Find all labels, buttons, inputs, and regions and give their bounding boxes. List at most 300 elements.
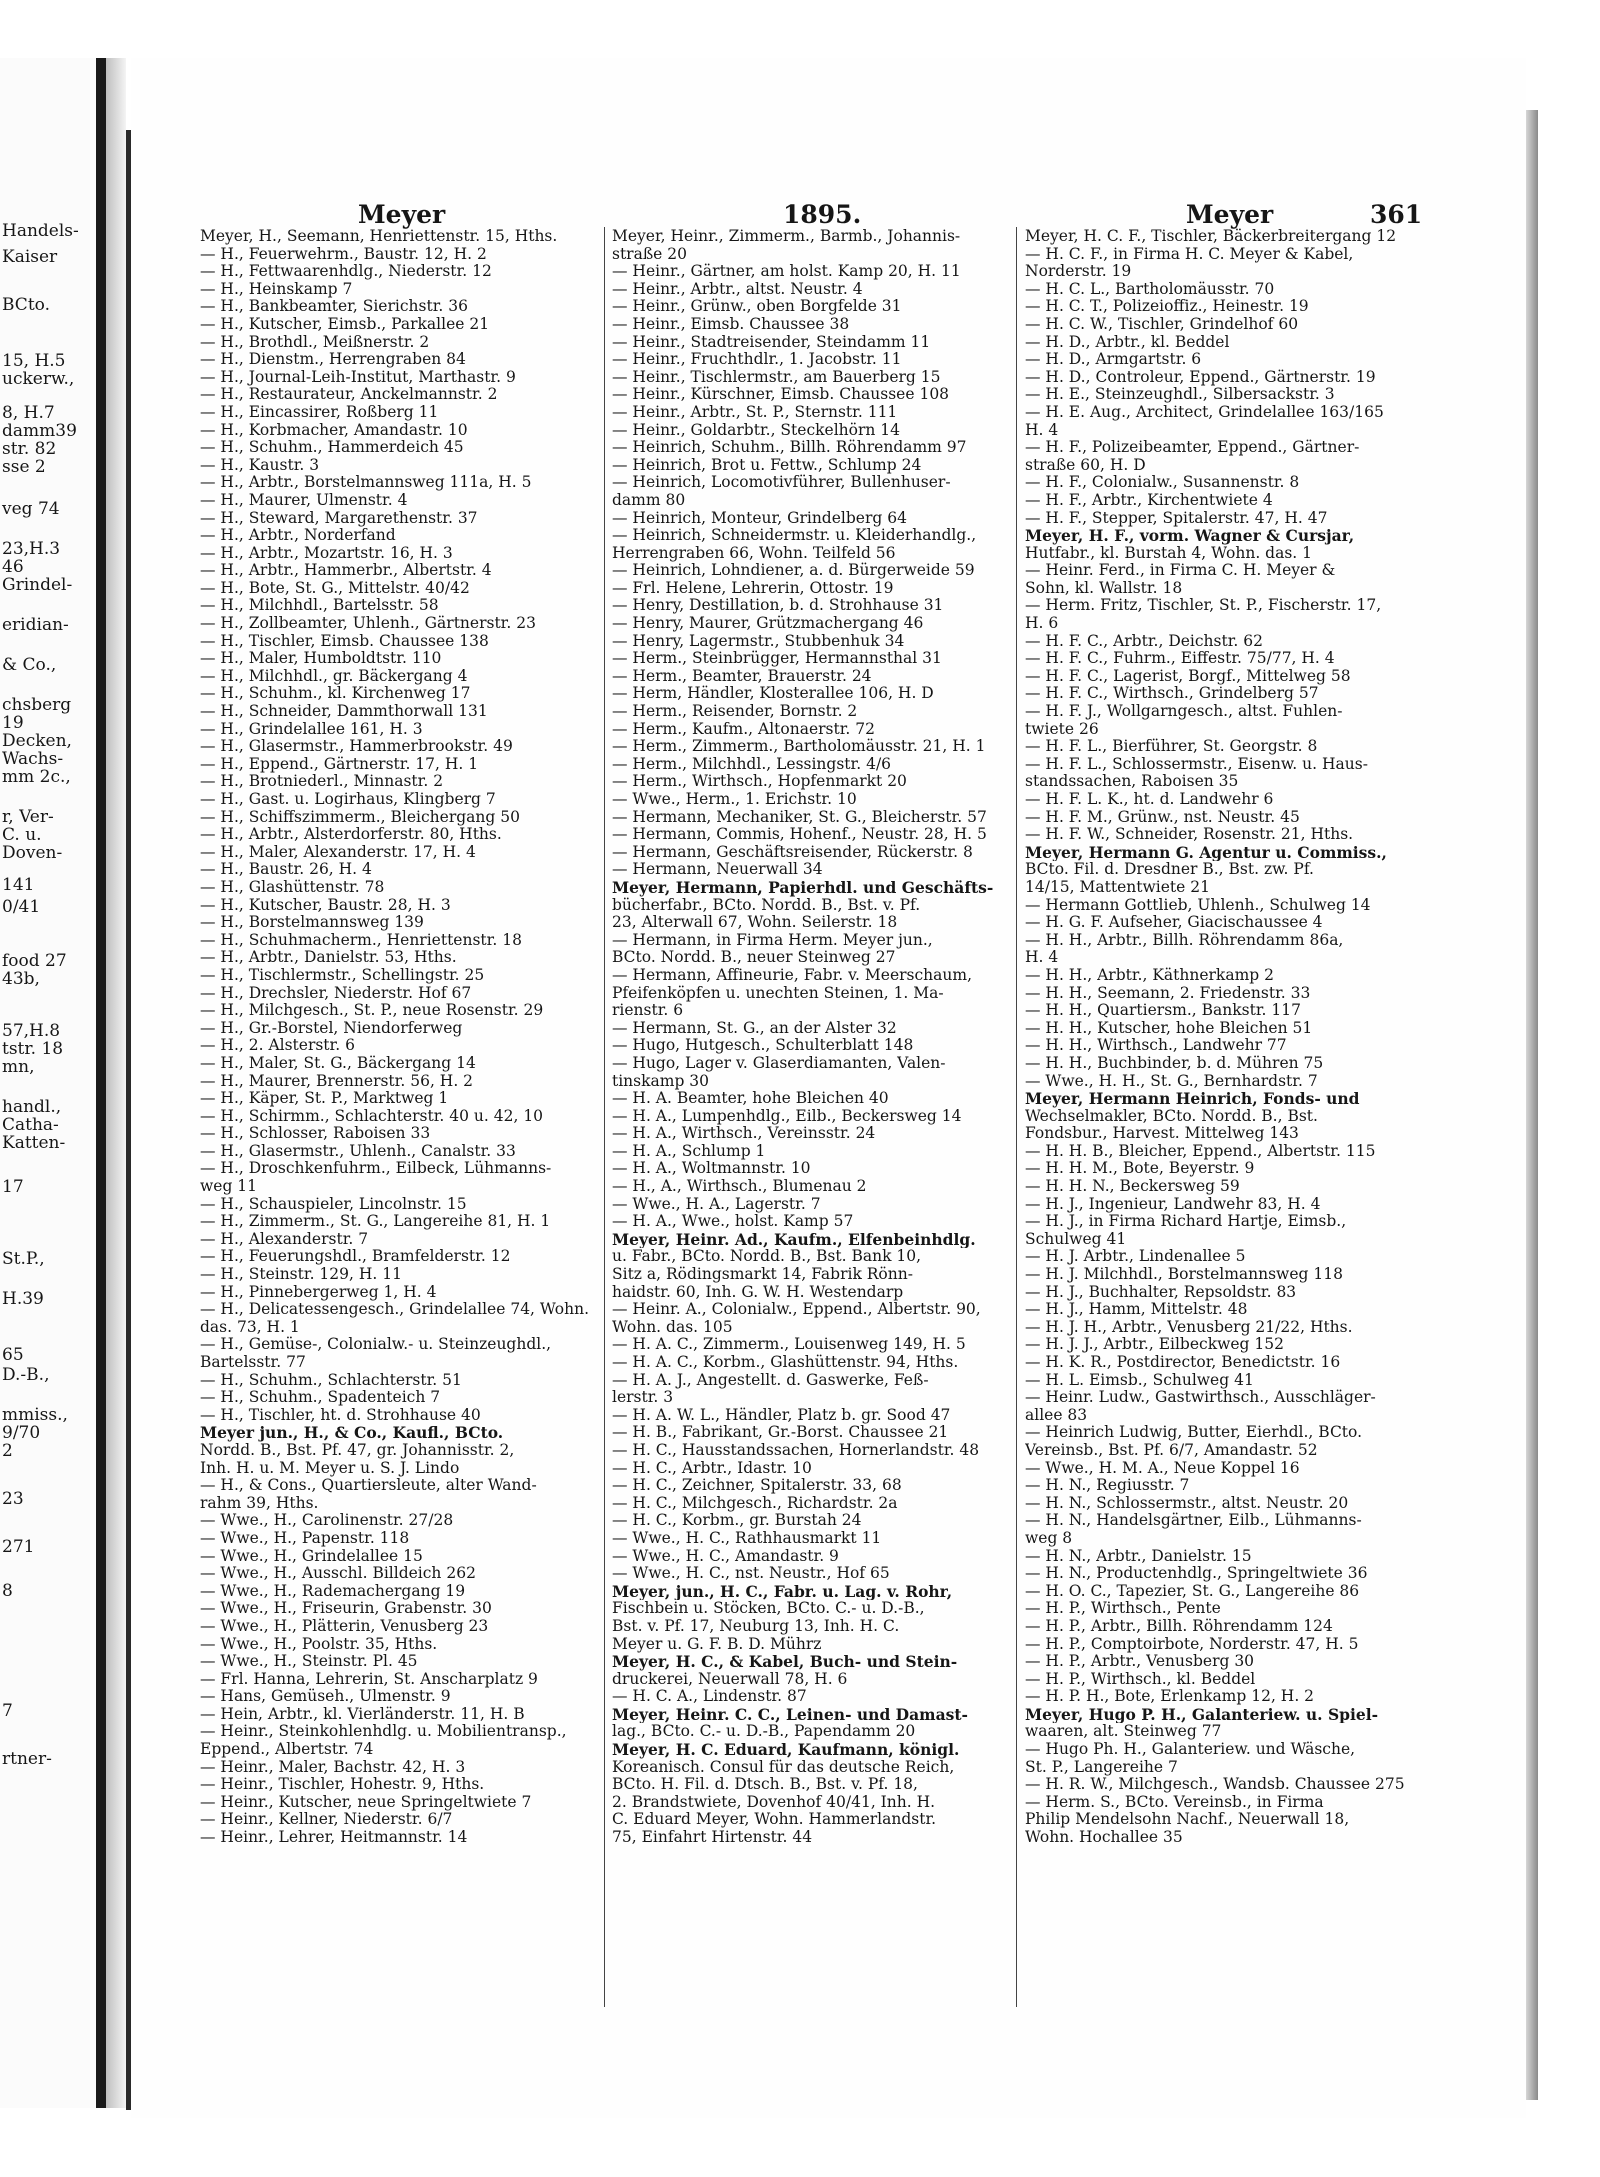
directory-entry: — H. H. B., Bleicher, Eppend., Albertstr. 115 <box>1025 1142 1376 1160</box>
previous-page-line: Grindel- <box>2 575 73 595</box>
directory-entry: Fischbein u. Stöcken, BCto. C.- u. D.-B., <box>612 1600 925 1618</box>
directory-entry: — H., Maurer, Ulmenstr. 4 <box>200 491 408 509</box>
directory-heading-entry: Meyer, Hermann G. Agentur u. Commiss., <box>1025 843 1387 862</box>
directory-entry: — H., Gast. u. Logirhaus, Klingberg 7 <box>200 791 496 808</box>
directory-entry: — Herm., Wirthsch., Hopfenmarkt 20 <box>612 773 907 791</box>
directory-entry: straße 20 <box>612 245 688 263</box>
previous-page-line: Kaiser <box>2 247 58 267</box>
directory-entry: — H., Käper, St. P., Marktweg 1 <box>200 1090 449 1108</box>
directory-entry: — Heinr., Arbtr., altst. Neustr. 4 <box>612 280 863 298</box>
directory-entry: — H., Steward, Margarethenstr. 37 <box>200 509 478 527</box>
previous-page-line: chsberg <box>2 695 72 715</box>
directory-entry: — H., Maler, St. G., Bäckergang 14 <box>200 1054 476 1072</box>
directory-entry: — H. H., Arbtr., Billh. Röhrendamm 86a, <box>1025 931 1344 949</box>
gutter-shadow <box>106 58 126 2108</box>
directory-entry: standssachen, Raboisen 35 <box>1025 773 1239 791</box>
directory-entry: — H. P., Wirthsch., Pente <box>1025 1600 1221 1618</box>
directory-entry: Bartelsstr. 77 <box>200 1354 306 1371</box>
directory-entry: — Wwe., H., Rademachergang 19 <box>200 1582 466 1600</box>
directory-entry: — Heinr., Arbtr., St. P., Sternstr. 111 <box>612 403 898 421</box>
directory-entry: — H., Fettwaarenhdlg., Niederstr. 12 <box>200 263 492 281</box>
previous-page-line: mn, <box>2 1057 35 1077</box>
directory-entry: — H. C. F., in Firma H. C. Meyer & Kabel, <box>1025 245 1354 263</box>
directory-entry: — H. N., Schlossermstr., altst. Neustr. 20 <box>1025 1494 1349 1512</box>
directory-entry: Vereinsb., Bst. Pf. 6/7, Amandastr. 52 <box>1025 1441 1318 1459</box>
directory-entry: — Herm. S., BCto. Vereinsb., in Firma <box>1025 1793 1324 1811</box>
directory-entry: — H. D., Arbtr., kl. Beddel <box>1025 333 1230 351</box>
directory-entry: — H. F. M., Grünw., nst. Neustr. 45 <box>1025 808 1300 826</box>
directory-entry: Sohn, kl. Wallstr. 18 <box>1025 579 1183 597</box>
directory-entry: — H. K. R., Postdirector, Benedictstr. 16 <box>1025 1354 1341 1371</box>
directory-entry: weg 11 <box>200 1178 258 1196</box>
column-3 <box>1025 228 1425 1847</box>
directory-entry: — H. C. A., Lindenstr. 87 <box>612 1688 807 1706</box>
previous-page-line: r, Ver- <box>2 807 54 827</box>
directory-entry: — Frl. Hanna, Lehrerin, St. Anscharplatz 9 <box>200 1670 538 1688</box>
directory-entry: — H., Korbmacher, Amandastr. 10 <box>200 421 468 439</box>
directory-entry: — H., Delicatessengesch., Grindelallee 74, Wohn. <box>200 1301 590 1319</box>
directory-entry: — H., Arbtr., Mozartstr. 16, H. 3 <box>200 544 453 562</box>
directory-entry: 14/15, Mattentwiete 21 <box>1025 878 1210 896</box>
directory-entry: 75, Einfahrt Hirtenstr. 44 <box>612 1829 813 1847</box>
directory-entry: — H., Eppend., Gärtnerstr. 17, H. 1 <box>200 755 479 773</box>
directory-entry: 23, Alterwall 67, Wohn. Seilerstr. 18 <box>612 914 898 932</box>
directory-entry: — Heinrich Ludwig, Butter, Eierhdl., BCto. <box>1025 1424 1363 1442</box>
directory-entry: — Hans, Gemüseh., Ulmenstr. 9 <box>200 1688 451 1706</box>
previous-page-line: 65 <box>2 1345 24 1365</box>
directory-heading-entry: Meyer, jun., H. C., Fabr. u. Lag. v. Rohr, <box>612 1582 953 1601</box>
directory-entry: — H., Milchhdl., Bartelsstr. 58 <box>200 597 439 615</box>
directory-entry: — Heinr., Grünw., oben Borgfelde 31 <box>612 298 902 316</box>
directory-entry: — H. F. C., Wirthsch., Grindelberg 57 <box>1025 685 1319 703</box>
directory-entry: — H. N., Handelsgärtner, Eilb., Lühmanns- <box>1025 1512 1362 1530</box>
previous-page-line: 141 <box>2 875 35 895</box>
directory-entry: — Wwe., H., Plätterin, Venusberg 23 <box>200 1617 489 1635</box>
directory-entry: — H. A. C., Zimmerm., Louisenweg 149, H. 5 <box>612 1336 966 1354</box>
directory-entry: — Hermann, Mechaniker, St. G., Bleicherstr. 57 <box>612 808 987 826</box>
previous-page-line: & Co., <box>2 655 57 675</box>
directory-entry: — H. H., Arbtr., Käthnerkamp 2 <box>1025 966 1274 984</box>
directory-heading-entry: Meyer, Heinr. Ad., Kaufm., Elfenbeinhdlg. <box>612 1230 976 1249</box>
directory-entry: — H. F. C., Fuhrm., Eiffestr. 75/77, H. 4 <box>1025 650 1335 668</box>
directory-entry: — Heinr. A., Colonialw., Eppend., Albertstr. 90, <box>612 1301 981 1319</box>
directory-entry: — H., Feuerungshdl., Bramfelderstr. 12 <box>200 1248 511 1266</box>
directory-entry: BCto. Nordd. B., neuer Steinweg 27 <box>612 949 896 967</box>
directory-entry: — Herm., Milchhdl., Lessingstr. 4/6 <box>612 755 892 773</box>
previous-page-line: handl., <box>2 1097 62 1117</box>
previous-page-line: mm 2c., <box>2 767 71 787</box>
directory-entry: — H., Steinstr. 129, H. 11 <box>200 1266 402 1284</box>
page-stack-edge <box>1526 110 1538 2100</box>
previous-page-line: 8 <box>2 1581 13 1601</box>
directory-entry: — Wwe., H., Papenstr. 118 <box>200 1529 410 1547</box>
previous-page-line: 19 <box>2 713 24 733</box>
directory-entry: — Heinrich, Monteur, Grindelberg 64 <box>612 509 907 527</box>
directory-entry: — H. J., in Firma Richard Hartje, Eimsb., <box>1025 1213 1347 1231</box>
directory-entry: Sitz a, Rödingsmarkt 14, Fabrik Rönn- <box>612 1266 913 1284</box>
previous-page-line: Decken, <box>2 731 72 751</box>
directory-heading-entry: Meyer jun., H., & Co., Kaufl., BCto. <box>200 1424 504 1442</box>
previous-page-line: 23 <box>2 1489 24 1509</box>
directory-entry: — H. H. M., Bote, Beyerstr. 9 <box>1025 1160 1255 1178</box>
previous-page-line: 9/70 <box>2 1423 41 1443</box>
directory-entry: — Herm., Reisender, Bornstr. 2 <box>612 703 858 721</box>
directory-entry: — H. J. Milchhdl., Borstelmannsweg 118 <box>1025 1266 1343 1284</box>
directory-entry: lag., BCto. C.- u. D.-B., Papendamm 20 <box>612 1723 916 1741</box>
column-2 <box>612 228 1012 1847</box>
directory-entry: — Wwe., Herm., 1. Erichstr. 10 <box>612 791 857 808</box>
directory-entry: — H., Arbtr., Danielstr. 53, Hths. <box>200 949 457 967</box>
directory-entry: — H., Glashüttenstr. 78 <box>200 878 385 896</box>
directory-entry: BCto. H. Fil. d. Dtsch. B., Bst. v. Pf. 18, <box>612 1776 918 1794</box>
directory-entry: u. Fabr., BCto. Nordd. B., Bst. Bank 10, <box>612 1248 922 1266</box>
directory-heading-entry: Meyer, H. C., & Kabel, Buch- und Stein- <box>612 1653 958 1671</box>
directory-entry: — H., 2. Alsterstr. 6 <box>200 1037 355 1055</box>
directory-entry: — H., Arbtr., Borstelmannsweg 111a, H. 5 <box>200 474 532 492</box>
directory-entry: — H., Restaurateur, Anckelmannstr. 2 <box>200 386 498 404</box>
previous-page-line: food 27 <box>2 951 67 971</box>
directory-entry: — Wwe., H. C., Rathhausmarkt 11 <box>612 1529 882 1547</box>
directory-entry: — H. J. H., Arbtr., Venusberg 21/22, Hths. <box>1025 1318 1353 1336</box>
directory-entry: — Heinr., Tischler, Hohestr. 9, Hths. <box>200 1776 485 1794</box>
directory-entry: — H., Maler, Alexanderstr. 17, H. 4 <box>200 843 476 861</box>
previous-page-line: 17 <box>2 1177 24 1197</box>
previous-page-line: mmiss., <box>2 1405 68 1425</box>
directory-entry: — H., Arbtr., Norderfand <box>200 527 396 545</box>
directory-entry: H. 6 <box>1025 615 1059 633</box>
directory-heading-entry: Meyer, Heinr. C. C., Leinen- und Damast- <box>612 1705 968 1724</box>
directory-entry: — H. C. W., Tischler, Grindelhof 60 <box>1025 315 1299 333</box>
directory-entry: Inh. H. u. M. Meyer u. S. J. Lindo <box>200 1459 460 1477</box>
directory-entry: — Wwe., H., Friseurin, Grabenstr. 30 <box>200 1600 492 1618</box>
previous-page-line: 23,H.3 <box>2 539 61 559</box>
directory-entry: — Heinrich, Locomotivführer, Bullenhuser- <box>612 474 951 492</box>
header-right-name: Meyer <box>1186 200 1274 229</box>
directory-entry: — H. F. L. K., ht. d. Landwehr 6 <box>1025 791 1274 808</box>
previous-page-line: C. u. <box>2 825 42 845</box>
directory-entry: — H., Schlosser, Raboisen 33 <box>200 1125 431 1143</box>
directory-entry: — Heinrich, Lohndiener, a. d. Bürgerweide 59 <box>612 562 975 580</box>
previous-page-line: 271 <box>2 1537 35 1557</box>
directory-entry: — H. A., Woltmannstr. 10 <box>612 1160 811 1178</box>
previous-page-line: H.39 <box>2 1289 44 1309</box>
directory-entry: — H., Schuhm., Hammerdeich 45 <box>200 439 464 457</box>
directory-entry: — H. A. Beamter, hohe Bleichen 40 <box>612 1090 889 1108</box>
directory-entry: — H. F., Polizeibeamter, Eppend., Gärtner- <box>1025 439 1360 457</box>
previous-page-line: 0/41 <box>2 897 41 917</box>
directory-entry: — H., Milchgesch., St. P., neue Rosenstr. 29 <box>200 1002 544 1020</box>
previous-page-line: damm39 <box>2 421 77 441</box>
directory-entry: — H. P., Arbtr., Venusberg 30 <box>1025 1653 1255 1671</box>
header-year: 1895. <box>783 200 862 229</box>
directory-entry: — H. N., Productenhdlg., Springeltwiete 36 <box>1025 1565 1368 1583</box>
directory-entry: — Henry, Maurer, Grützmachergang 46 <box>612 615 924 633</box>
directory-entry: BCto. Fil. d. Dresdner B., Bst. zw. Pf. <box>1025 861 1314 879</box>
directory-entry: — H., Schiffszimmerm., Bleichergang 50 <box>200 808 520 826</box>
directory-entry: — H., Maurer, Brennerstr. 56, H. 2 <box>200 1072 474 1090</box>
directory-entry: — H., Journal-Leih-Institut, Marthastr. 9 <box>200 368 516 386</box>
directory-entry: — Hermann, Neuerwall 34 <box>612 861 823 879</box>
directory-entry: — H. H., Buchbinder, b. d. Mühren 75 <box>1025 1054 1324 1072</box>
directory-entry: — H. E. Aug., Architect, Grindelallee 163/165 <box>1025 403 1384 421</box>
directory-entry: tinskamp 30 <box>612 1072 710 1090</box>
previous-page-line: Katten- <box>2 1133 66 1153</box>
directory-entry: Norderstr. 19 <box>1025 263 1132 281</box>
column-1 <box>200 228 600 1847</box>
directory-entry: — H. A., Wwe., holst. Kamp 57 <box>612 1213 854 1231</box>
directory-entry: — Heinr., Lehrer, Heitmannstr. 14 <box>200 1829 468 1847</box>
directory-entry: Pfeifenköpfen u. unechten Steinen, 1. Ma- <box>612 984 944 1002</box>
previous-page-line: D.-B., <box>2 1365 50 1385</box>
directory-entry: — H. F. W., Schneider, Rosenstr. 21, Hths. <box>1025 826 1354 844</box>
column-rule <box>1016 227 1017 2007</box>
directory-entry: — H. F. C., Lagerist, Borgf., Mittelweg 58 <box>1025 667 1351 685</box>
directory-entry: — Wwe., H., Ausschl. Billdeich 262 <box>200 1565 476 1583</box>
directory-entry: — Wwe., H., Steinstr. Pl. 45 <box>200 1653 418 1671</box>
directory-entry: — H., Brothdl., Meißnerstr. 2 <box>200 333 430 351</box>
directory-heading-entry: Meyer, H. F., vorm. Wagner & Cursjar, <box>1025 527 1355 545</box>
directory-entry: — H. O. C., Tapezier, St. G., Langereihe 86 <box>1025 1582 1360 1600</box>
directory-entry: waaren, alt. Steinweg 77 <box>1025 1723 1222 1741</box>
directory-entry: — H., Milchhdl., gr. Bäckergang 4 <box>200 667 468 685</box>
previous-page-line: 2 <box>2 1441 13 1461</box>
directory-entry: C. Eduard Meyer, Wohn. Hammerlandstr. <box>612 1811 937 1829</box>
directory-entry: — Henry, Lagermstr., Stubbenhuk 34 <box>612 632 905 650</box>
directory-entry: — Herm., Steinbrügger, Hermannsthal 31 <box>612 650 942 668</box>
directory-entry: — Hugo Ph. H., Galanteriew. und Wäsche, <box>1025 1741 1356 1759</box>
directory-entry: — Herm. Fritz, Tischler, St. P., Fischerstr. 17, <box>1025 597 1382 615</box>
directory-entry: — H., & Cons., Quartiersleute, alter Wand- <box>200 1477 537 1495</box>
directory-entry: — Herm., Beamter, Brauerstr. 24 <box>612 667 872 685</box>
directory-entry: Wohn. Hochallee 35 <box>1025 1829 1183 1847</box>
directory-entry: — H., Pinnebergerweg 1, H. 4 <box>200 1283 437 1301</box>
directory-entry: — Heinr., Eimsb. Chaussee 38 <box>612 315 850 333</box>
directory-entry: Wechselmakler, BCto. Nordd. B., Bst. <box>1025 1107 1318 1125</box>
directory-entry: — H. P. H., Bote, Erlenkamp 12, H. 2 <box>1025 1688 1315 1706</box>
directory-entry: — Heinr., Steinkohlenhdlg. u. Mobilientransp., <box>200 1723 567 1741</box>
directory-entry: — H. A. W. L., Händler, Platz b. gr. Sood 47 <box>612 1406 951 1424</box>
directory-entry: — Herm, Händler, Klosterallee 106, H. D <box>612 685 934 703</box>
directory-entry: — H., Schuhmacherm., Henriettenstr. 18 <box>200 931 522 949</box>
previous-page-line: Catha- <box>2 1115 59 1135</box>
directory-entry: — H., Borstelmannsweg 139 <box>200 914 424 932</box>
previous-page-line: sse 2 <box>2 457 46 477</box>
directory-entry: — H. C., Hausstandssachen, Hornerlandstr. 48 <box>612 1441 980 1459</box>
directory-entry: — Wwe., H., Grindelallee 15 <box>200 1547 423 1565</box>
directory-entry: Meyer, Heinr., Zimmerm., Barmb., Johannis- <box>612 228 961 245</box>
directory-entry: — H., Tischler, ht. d. Strohhause 40 <box>200 1406 481 1424</box>
directory-entry: Meyer, H. C. F., Tischler, Bäckerbreitergang 12 <box>1025 228 1397 245</box>
header-left-name: Meyer <box>358 200 446 229</box>
directory-entry: 2. Brandstwiete, Dovenhof 40/41, Inh. H. <box>612 1793 936 1811</box>
directory-entry: — Wwe., H. M. A., Neue Koppel 16 <box>1025 1459 1300 1477</box>
directory-entry: Meyer, H., Seemann, Henriettenstr. 15, Hths. <box>200 228 558 245</box>
previous-page-line: 57,H.8 <box>2 1021 61 1041</box>
previous-page-line: Wachs- <box>2 749 64 769</box>
directory-heading-entry: Meyer, Hermann Heinrich, Fonds- und <box>1025 1090 1360 1108</box>
directory-entry: — H. H. N., Beckersweg 59 <box>1025 1178 1240 1196</box>
directory-entry: — Heinr., Gärtner, am holst. Kamp 20, H. 11 <box>612 263 961 281</box>
directory-entry: — Heinr., Maler, Bachstr. 42, H. 3 <box>200 1758 466 1776</box>
directory-entry: — H., Gemüse-, Colonialw.- u. Steinzeughdl., <box>200 1336 552 1354</box>
directory-entry: Nordd. B., Bst. Pf. 47, gr. Johannisstr. 2, <box>200 1441 515 1459</box>
directory-entry: rienstr. 6 <box>612 1002 684 1020</box>
directory-entry: — Heinrich, Schneidermstr. u. Kleiderhandlg., <box>612 527 977 545</box>
directory-entry: — H., Arbtr., Alsterdorferstr. 80, Hths. <box>200 826 502 844</box>
directory-entry: druckerei, Neuerwall 78, H. 6 <box>612 1670 848 1688</box>
directory-entry: bücherfabr., BCto. Nordd. B., Bst. v. Pf. <box>612 896 921 914</box>
directory-entry: haidstr. 60, Inh. G. W. H. Westendarp <box>612 1283 904 1301</box>
directory-entry: straße 60, H. D <box>1025 456 1146 474</box>
directory-entry: lerstr. 3 <box>612 1389 674 1407</box>
previous-page-line: str. 82 <box>2 439 57 459</box>
previous-page-line: Doven- <box>2 843 63 863</box>
directory-entry: — Hugo, Hutgesch., Schulterblatt 148 <box>612 1037 914 1055</box>
directory-entry: — H., A., Wirthsch., Blumenau 2 <box>612 1178 867 1196</box>
directory-entry: — Hermann, Geschäftsreisender, Rückerstr. 8 <box>612 843 973 861</box>
directory-entry: — H. F. L., Bierführer, St. Georgstr. 8 <box>1025 738 1318 756</box>
directory-entry: — H. C., Milchgesch., Richardstr. 2a <box>612 1494 898 1512</box>
directory-entry: — H., Zollbeamter, Uhlenh., Gärtnerstr. 23 <box>200 615 536 633</box>
directory-heading-entry: Meyer, Hugo P. H., Galanteriew. u. Spiel- <box>1025 1705 1379 1724</box>
directory-entry: Philip Mendelsohn Nachf., Neuerwall 18, <box>1025 1811 1350 1829</box>
directory-entry: — H. D., Armgartstr. 6 <box>1025 351 1202 369</box>
directory-entry: — Hermann, in Firma Herm. Meyer jun., <box>612 931 933 949</box>
directory-entry: — Heinr., Stadtreisender, Steindamm 11 <box>612 333 931 351</box>
directory-entry: — H., Gr.-Borstel, Niendorferweg <box>200 1019 463 1037</box>
directory-entry: — Heinr., Kellner, Niederstr. 6/7 <box>200 1811 453 1829</box>
directory-entry: — H. H., Kutscher, hohe Bleichen 51 <box>1025 1019 1313 1037</box>
directory-entry: — Hermann, St. G., an der Alster 32 <box>612 1019 897 1037</box>
directory-entry: — Heinrich, Schuhm., Billh. Röhrendamm 97 <box>612 439 967 457</box>
directory-entry: — Wwe., H. C., nst. Neustr., Hof 65 <box>612 1565 890 1583</box>
directory-entry: — Hermann Gottlieb, Uhlenh., Schulweg 14 <box>1025 896 1371 914</box>
directory-entry: — H., Schuhm., kl. Kirchenweg 17 <box>200 685 471 703</box>
directory-entry: Koreanisch. Consul für das deutsche Reich, <box>612 1758 955 1776</box>
previous-page-line: rtner- <box>2 1749 52 1769</box>
directory-entry: — H., Alexanderstr. 7 <box>200 1230 369 1248</box>
directory-entry: — H. E., Steinzeughdl., Silbersackstr. 3 <box>1025 386 1335 404</box>
directory-heading-entry: Meyer, H. C. Eduard, Kaufmann, königl. <box>612 1741 960 1759</box>
directory-entry: — Hermann, Commis, Hohenf., Neustr. 28, H. 5 <box>612 826 987 844</box>
directory-entry: — Heinr., Fruchthdlr., 1. Jacobstr. 11 <box>612 351 902 369</box>
directory-entry: Eppend., Albertstr. 74 <box>200 1741 374 1759</box>
directory-entry: twiete 26 <box>1025 720 1099 738</box>
directory-entry: — H., Schauspieler, Lincolnstr. 15 <box>200 1195 467 1213</box>
previous-page-line: 8, H.7 <box>2 403 55 423</box>
directory-entry: — H., Drechsler, Niederstr. Hof 67 <box>200 984 472 1002</box>
directory-entry: — H. N., Arbtr., Danielstr. 15 <box>1025 1547 1252 1565</box>
directory-entry: — H., Glasermstr., Hammerbrookstr. 49 <box>200 738 513 756</box>
directory-entry: — Heinrich, Brot u. Fettw., Schlump 24 <box>612 456 922 474</box>
directory-entry: — H., Baustr. 26, H. 4 <box>200 861 372 879</box>
previous-page-line: uckerw., <box>2 369 75 389</box>
directory-entry: — H., Tischlermstr., Schellingstr. 25 <box>200 966 485 984</box>
directory-entry: — H. A. C., Korbm., Glashüttenstr. 94, Hths. <box>612 1354 959 1371</box>
directory-entry: — H. F., Colonialw., Susannenstr. 8 <box>1025 474 1300 492</box>
directory-entry: — Hermann, Affineurie, Fabr. v. Meerschaum, <box>612 966 972 984</box>
directory-entry: — H., Tischler, Eimsb. Chaussee 138 <box>200 632 489 650</box>
directory-entry: — H., Schuhm., Schlachterstr. 51 <box>200 1371 462 1389</box>
directory-entry: — H., Droschkenfuhrm., Eilbeck, Lühmanns- <box>200 1160 552 1178</box>
directory-entry: — H., Zimmerm., St. G., Langereihe 81, H. 1 <box>200 1213 551 1231</box>
directory-entry: — H. H., Quartiersm., Bankstr. 117 <box>1025 1002 1301 1020</box>
directory-entry: — H. A., Lumpenhdlg., Eilb., Beckersweg 14 <box>612 1107 962 1125</box>
directory-entry: — Wwe., H. H., St. G., Bernhardstr. 7 <box>1025 1072 1318 1090</box>
directory-entry: Schulweg 41 <box>1025 1230 1127 1248</box>
page-number: 361 <box>1370 200 1423 229</box>
directory-entry: — H. P., Comptoirbote, Norderstr. 47, H. 5 <box>1025 1635 1359 1653</box>
directory-entry: — H. D., Controleur, Eppend., Gärtnerstr. 19 <box>1025 368 1376 386</box>
directory-entry: — Wwe., H. A., Lagerstr. 7 <box>612 1195 821 1213</box>
directory-entry: — H., Arbtr., Hammerbr., Albertstr. 4 <box>200 562 492 580</box>
directory-entry: — H., Kaustr. 3 <box>200 456 320 474</box>
previous-page-line: eridian- <box>2 615 69 635</box>
directory-entry: H. 4 <box>1025 949 1059 967</box>
directory-entry: — Wwe., H., Carolinenstr. 27/28 <box>200 1512 454 1530</box>
directory-entry: — Heinr., Tischlermstr., am Bauerberg 15 <box>612 368 941 386</box>
directory-entry: Wohn. das. 105 <box>612 1318 733 1336</box>
directory-entry: — H., Schirmm., Schlachterstr. 40 u. 42, 10 <box>200 1107 544 1125</box>
directory-entry: — H., Schneider, Dammthorwall 131 <box>200 703 488 721</box>
directory-entry: — Heinr. Ludw., Gastwirthsch., Ausschläger- <box>1025 1389 1376 1407</box>
directory-entry: — H. A., Wirthsch., Vereinsstr. 24 <box>612 1125 876 1143</box>
directory-entry: — H. F. L., Schlossermstr., Eisenw. u. Haus- <box>1025 755 1368 773</box>
directory-entry: — H., Maler, Humboldtstr. 110 <box>200 650 442 668</box>
book-gutter <box>96 58 106 2108</box>
directory-entry: — Wwe., H. C., Amandastr. 9 <box>612 1547 839 1565</box>
directory-entry: St. P., Langereihe 7 <box>1025 1758 1178 1776</box>
previous-page-line: 7 <box>2 1701 13 1721</box>
directory-entry: — H. A., Schlump 1 <box>612 1142 766 1160</box>
directory-entry: — Wwe., H., Poolstr. 35, Hths. <box>200 1635 438 1653</box>
directory-entry: — Hugo, Lager v. Glaserdiamanten, Valen- <box>612 1054 946 1072</box>
directory-entry: — H. F. J., Wollgarngesch., altst. Fuhlen- <box>1025 703 1343 721</box>
directory-entry: — H. R. W., Milchgesch., Wandsb. Chaussee 275 <box>1025 1776 1405 1794</box>
directory-entry: — H. J., Buchhalter, Repsoldstr. 83 <box>1025 1283 1297 1301</box>
directory-entry: — Hein, Arbtr., kl. Vierländerstr. 11, H. B <box>200 1705 525 1723</box>
directory-entry: — H., Grindelallee 161, H. 3 <box>200 720 423 738</box>
directory-entry: — H. B., Fabrikant, Gr.-Borst. Chaussee 21 <box>612 1424 949 1442</box>
previous-page-line: 46 <box>2 557 24 577</box>
directory-entry: — H., Brotniederl., Minnastr. 2 <box>200 773 444 791</box>
directory-entry: — H. F. C., Arbtr., Deichstr. 62 <box>1025 632 1264 650</box>
directory-entry: — H., Schuhm., Spadenteich 7 <box>200 1389 441 1407</box>
directory-entry: — H. P., Arbtr., Billh. Röhrendamm 124 <box>1025 1617 1333 1635</box>
directory-entry: Herrengraben 66, Wohn. Teilfeld 56 <box>612 544 896 562</box>
directory-entry: — H. C., Zeichner, Spitalerstr. 33, 68 <box>612 1477 902 1495</box>
directory-entry: — H., Kutscher, Eimsb., Parkallee 21 <box>200 315 490 333</box>
directory-entry: — H., Dienstm., Herrengraben 84 <box>200 351 466 369</box>
directory-entry: das. 73, H. 1 <box>200 1318 300 1336</box>
directory-entry: — H. F., Arbtr., Kirchentwiete 4 <box>1025 491 1273 509</box>
directory-entry: rahm 39, Hths. <box>200 1494 319 1512</box>
directory-entry: — H. J., Hamm, Mittelstr. 48 <box>1025 1301 1248 1319</box>
directory-entry: Fondsbur., Harvest. Mittelweg 143 <box>1025 1125 1299 1143</box>
directory-entry: damm 80 <box>612 491 686 509</box>
directory-entry: — H. J. J., Arbtr., Eilbeckweg 152 <box>1025 1336 1284 1354</box>
directory-entry: — H., Heinskamp 7 <box>200 280 353 298</box>
directory-entry: — H. L. Eimsb., Schulweg 41 <box>1025 1371 1254 1389</box>
directory-entry: — H., Eincassirer, Roßberg 11 <box>200 403 439 421</box>
directory-entry: Hutfabr., kl. Burstah 4, Wohn. das. 1 <box>1025 544 1313 562</box>
directory-entry: — Heinr., Goldarbtr., Steckelhörn 14 <box>612 421 901 439</box>
directory-entry: — H., Kutscher, Baustr. 28, H. 3 <box>200 896 451 914</box>
directory-entry: — Heinr. Ferd., in Firma C. H. Meyer & <box>1025 562 1336 580</box>
directory-entry: — H. C., Arbtr., Idastr. 10 <box>612 1459 812 1477</box>
directory-entry: Meyer u. G. F. B. D. Mührz <box>612 1635 822 1653</box>
directory-entry: weg 8 <box>1025 1529 1073 1547</box>
